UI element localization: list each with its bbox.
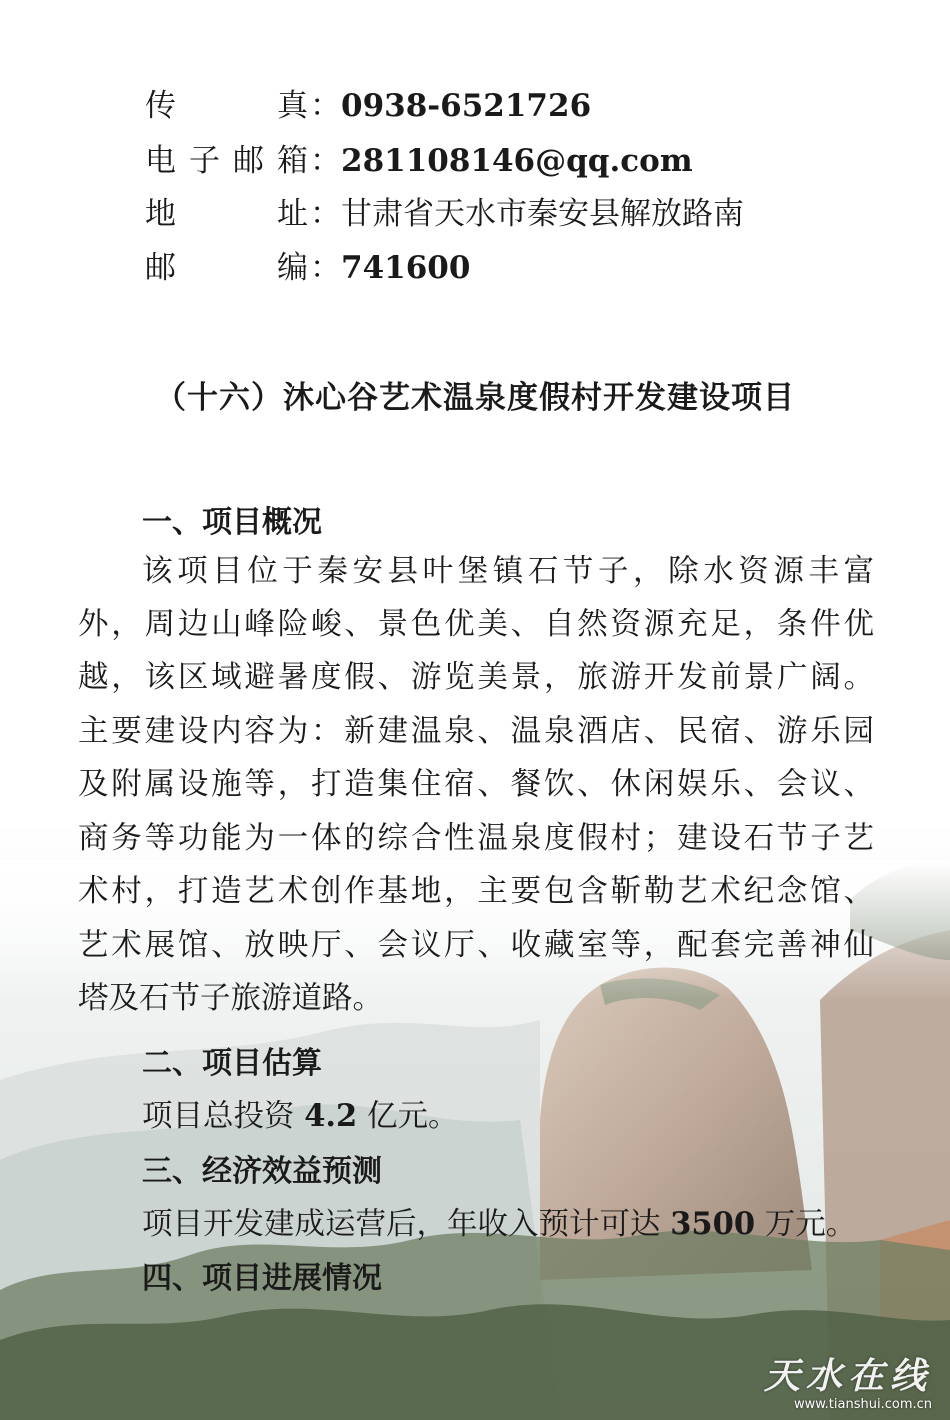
fax-colon: ： <box>310 88 341 124</box>
site-watermark <box>764 1348 932 1412</box>
section1-line: 艺术展馆、放映厅、会议厅、收藏室等，配套完善神仙 <box>78 928 874 963</box>
investment-unit: 亿元。 <box>357 1099 459 1134</box>
fax-value: 0938-6521726 <box>341 88 592 124</box>
email-colon: ： <box>310 143 341 179</box>
revenue-line <box>142 1199 856 1243</box>
watermark-url: www.tianshui.com.cn <box>793 1397 932 1412</box>
project-title: （十六）沐心谷艺术温泉度假村开发建设项目 <box>155 380 795 416</box>
section1-line: 越，该区域避暑度假、游览美景，旅游开发前景广阔。 <box>78 660 874 695</box>
fax-label: 传真 <box>145 88 310 124</box>
watermark-brand: 天水在线 <box>763 1356 932 1397</box>
section1-heading: 一、项目概况 <box>142 505 322 540</box>
address-row <box>145 192 744 236</box>
revenue-amount: 3500 <box>670 1206 756 1242</box>
email-value: 281108146@qq.com <box>341 143 693 179</box>
email-label: 电子邮箱 <box>145 143 310 179</box>
section1-line: 外，周边山峰险峻、景色优美、自然资源充足，条件优 <box>78 607 874 642</box>
postcode-row <box>145 246 470 290</box>
section1-line: 该项目位于秦安县叶堡镇石节子，除水资源丰富 <box>142 554 874 589</box>
revenue-unit: 万元。 <box>755 1207 857 1242</box>
email-row <box>145 139 693 183</box>
section4-heading: 四、项目进展情况 <box>142 1261 382 1296</box>
fax-row <box>145 84 591 128</box>
postcode-label: 邮编 <box>145 250 310 286</box>
postcode-value: 741600 <box>341 250 471 286</box>
investment-text: 项目总投资 <box>142 1099 305 1134</box>
section1-line: 商务等功能为一体的综合性温泉度假村；建设石节子艺 <box>78 821 874 856</box>
revenue-text: 项目开发建成运营后，年收入预计可达 <box>142 1207 671 1242</box>
section3-heading: 三、经济效益预测 <box>142 1154 382 1189</box>
postcode-colon: ： <box>310 250 341 286</box>
section1-line: 及附属设施等，打造集住宿、餐饮、休闲娱乐、会议、 <box>78 767 874 802</box>
section1-line: 术村，打造艺术创作基地，主要包含靳勒艺术纪念馆、 <box>78 874 874 909</box>
investment-amount: 4.2 <box>304 1098 358 1134</box>
section1-line: 主要建设内容为：新建温泉、温泉酒店、民宿、游乐园 <box>78 714 874 749</box>
address-label: 地址 <box>145 196 310 232</box>
section2-heading: 二、项目估算 <box>142 1046 322 1081</box>
address-value: 甘肃省天水市秦安县解放路南 <box>341 196 744 232</box>
address-colon: ： <box>310 196 341 232</box>
investment-line <box>142 1091 458 1135</box>
section1-line: 塔及石节子旅游道路。 <box>78 981 383 1016</box>
